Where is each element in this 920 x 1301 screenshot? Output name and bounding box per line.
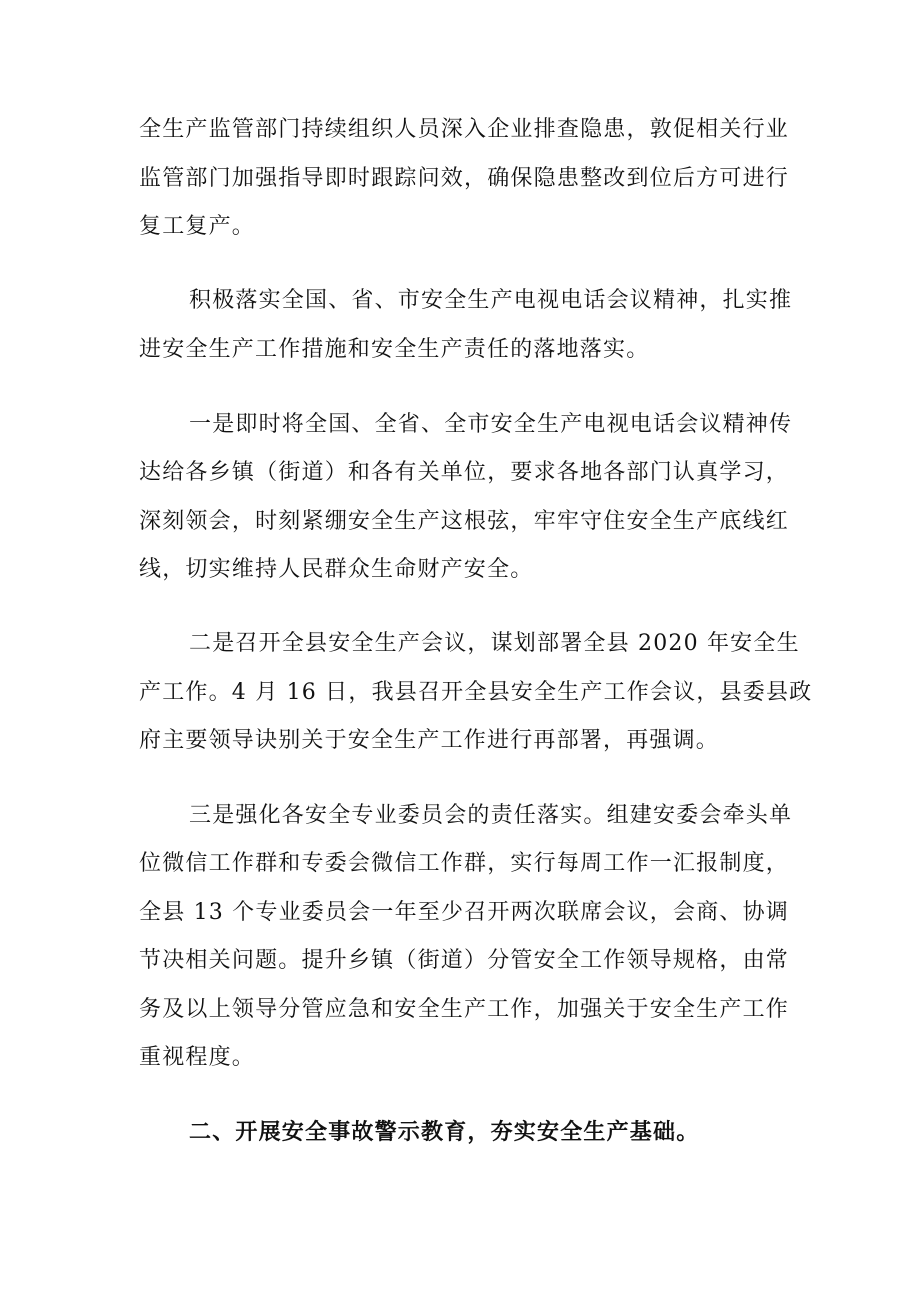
paragraph-4-line-1: 二是召开全县安全生产会议，谋划部署全县 2020 年安全生	[189, 631, 800, 656]
paragraph-5-line-1: 三是强化各安全专业委员会的责任落实。组建安委会牵头单	[189, 803, 793, 828]
paragraph-1-line-1: 全生产监管部门持续组织人员深入企业排查隐患，敦促相关行业	[139, 117, 789, 142]
paragraph-3-line-4: 线，切实维持人民群众生命财产安全。	[139, 557, 534, 582]
paragraph-1-line-3: 复工复产。	[139, 214, 256, 239]
paragraph-3-line-2: 达给各乡镇（街道）和各有关单位，要求各地各部门认真学习，	[139, 460, 789, 485]
paragraph-5-line-3: 全县 13 个专业委员会一年至少召开两次联席会议，会商、协调	[139, 900, 789, 925]
paragraph-2-line-1: 积极落实全国、省、市安全生产电视电话会议精神，扎实推	[189, 288, 793, 313]
paragraph-1-line-2: 监管部门加强指导即时跟踪问效，确保隐患整改到位后方可进行	[139, 166, 789, 191]
paragraph-5-line-4: 节决相关问题。提升乡镇（街道）分管安全工作领导规格，由常	[139, 948, 789, 973]
paragraph-5-line-5: 务及以上领导分管应急和安全生产工作，加强关于安全生产工作	[139, 997, 789, 1022]
paragraph-5-line-6: 重视程度。	[139, 1045, 256, 1070]
paragraph-3-line-1: 一是即时将全国、全省、全市安全生产电视电话会议精神传	[189, 412, 793, 437]
paragraph-4-line-3: 府主要领导诀别关于安全生产工作进行再部署，再强调。	[139, 728, 720, 753]
paragraph-5-line-2: 位微信工作群和专委会微信工作群，实行每周工作一汇报制度，	[139, 851, 789, 876]
paragraph-3-line-3: 深刻领会，时刻紧绷安全生产这根弦，牢牢守住安全生产底线红	[139, 509, 789, 534]
section-heading: 二、开展安全事故警示教育，夯实安全生产基础。	[189, 1120, 700, 1145]
paragraph-4-line-2: 产工作。4 月 16 日，我县召开全县安全生产工作会议，县委县政	[139, 680, 813, 705]
paragraph-2-line-2: 进安全生产工作措施和安全生产责任的落地落实。	[139, 337, 650, 362]
